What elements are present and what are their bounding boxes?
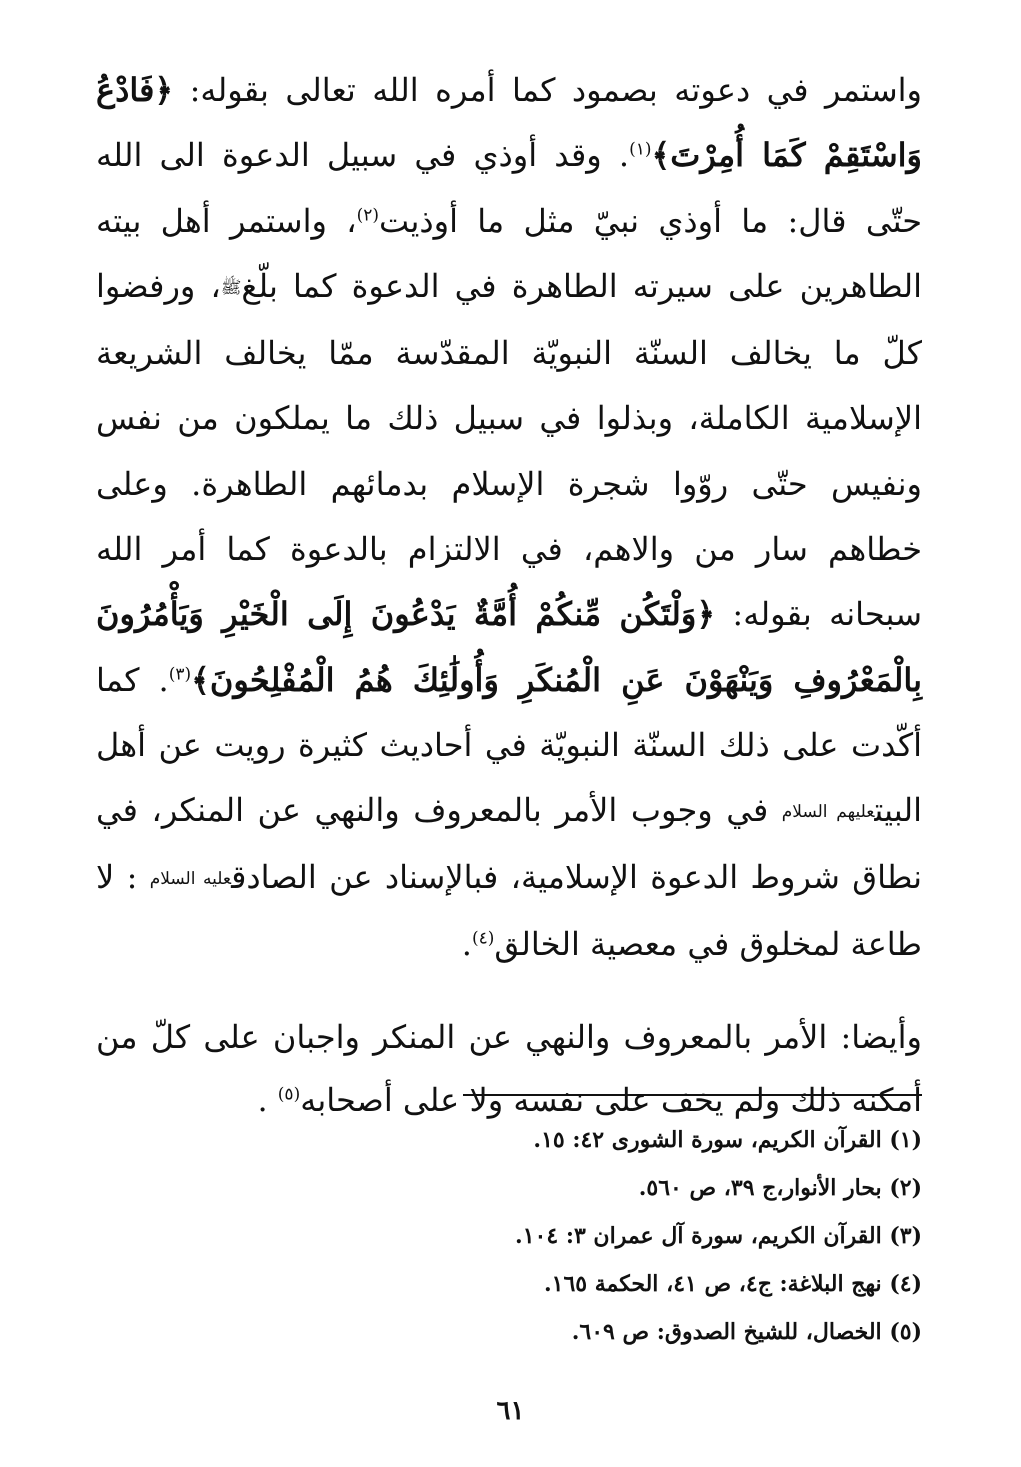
footnote-ref-1[interactable]: (١) [629, 139, 652, 160]
footnote-divider [463, 1094, 922, 1096]
paragraph-1 [96, 58, 922, 978]
text-run: ، واستمر أهل بيته الطاهرين على سيرته الطاهرة في الدعوة كما بلّغ [96, 201, 923, 305]
text-run: وأيضا: الأمر بالمعروف والنهي عن المنكر واجبان على كلّ من أمكنه ذلك ولم يخف على نفسه ولا على أصحابه [96, 1017, 922, 1119]
page-body [96, 58, 922, 1132]
text-run: . [461, 925, 472, 964]
footnote-ref-3[interactable]: (٣) [168, 663, 192, 684]
ornate-bracket-open: ﴿ [154, 71, 174, 109]
footnote-3: (٣) القرآن الكريم، سورة آل عمران ٣: ١٠٤. [515, 1223, 922, 1249]
text-run: في وجوب الأمر بالمعروف والنهي عن المنكر، في نطاق شروط الدعوة الإسلامية، فبالإسناد عن الصادق [96, 791, 922, 897]
footnote-4: (٤) نهج البلاغة: ج٤، ص ٤١، الحكمة ١٦٥. [543, 1271, 922, 1297]
ornate-bracket-open: ﴿ [696, 595, 716, 634]
ornate-bracket-close: ﴾ [651, 136, 671, 175]
page-number: ٦١ [496, 1396, 525, 1426]
quran-verse-1: فَادْعُ وَاسْتَقِمْ كَمَا أُمِرْتَ [96, 71, 923, 175]
text-run: . وقد أوذي في سبيل الدعوة الى الله حتّى قال: ما أوذي نبيّ مثل ما أوذيت [96, 136, 923, 240]
quran-verse-2: وَلْتَكُن مِّنكُمْ أُمَّةٌ يَدْعُونَ إِلَى الْخَيْرِ وَيَأْمُرُونَ بِالْمَعْرُوفِ وَيَنْهَوْنَ عَنِ الْمُنكَرِ وَأُولَٰئِكَ هُمُ الْمُفْلِحُونَ [96, 595, 923, 699]
paragraph-2 [96, 1006, 922, 1132]
text-run: ، ورفضوا كلّ ما يخالف السنّة النبويّة المقدّسة ممّا يخالف الشريعة الإسلامية الكاملة، وبذلوا في سبيل ذلك ما يملكون من نفس ونفيس حتّى روّوا شجرة الإسلام بدمائهم الطاهرة. وعلى خطاهم سار من والاهم، في الالتزام بالدعوة كما أمر الله سبحانه بقوله: [96, 266, 923, 634]
footnote-2: (٢) بحار الأنوار،ج ٣٩، ص ٥٦٠. [638, 1175, 922, 1201]
honorific-symbol: عليه السلام [149, 869, 232, 890]
footnotes-list [322, 1116, 922, 1356]
honorific-symbol: عليهم السلام [781, 801, 875, 822]
footnote-ref-5[interactable]: (٥) [277, 1084, 301, 1105]
text-run: . كما أكّدت على ذلك السنّة النبويّة في أحاديث كثيرة رويت عن أهل البيت [96, 660, 923, 830]
ornate-bracket-close: ﴾ [191, 660, 210, 699]
footnote-1: (١) القرآن الكريم، سورة الشورى ٤٢: ١٥. [533, 1127, 922, 1153]
text-run: . [257, 1080, 278, 1119]
footnote-ref-4[interactable]: (٤) [471, 928, 495, 949]
footnote-ref-2[interactable]: (٢) [356, 204, 380, 225]
footnote-5: (٥) الخصال، للشيخ الصدوق: ص ٦٠٩. [571, 1319, 922, 1345]
honorific-symbol: ﷺ [220, 277, 242, 298]
text-run: واستمر في دعوته بصمود كما أمره الله تعالى بقوله: [173, 71, 922, 109]
text-run: : لا طاعة لمخلوق في معصية الخالق [96, 858, 922, 964]
